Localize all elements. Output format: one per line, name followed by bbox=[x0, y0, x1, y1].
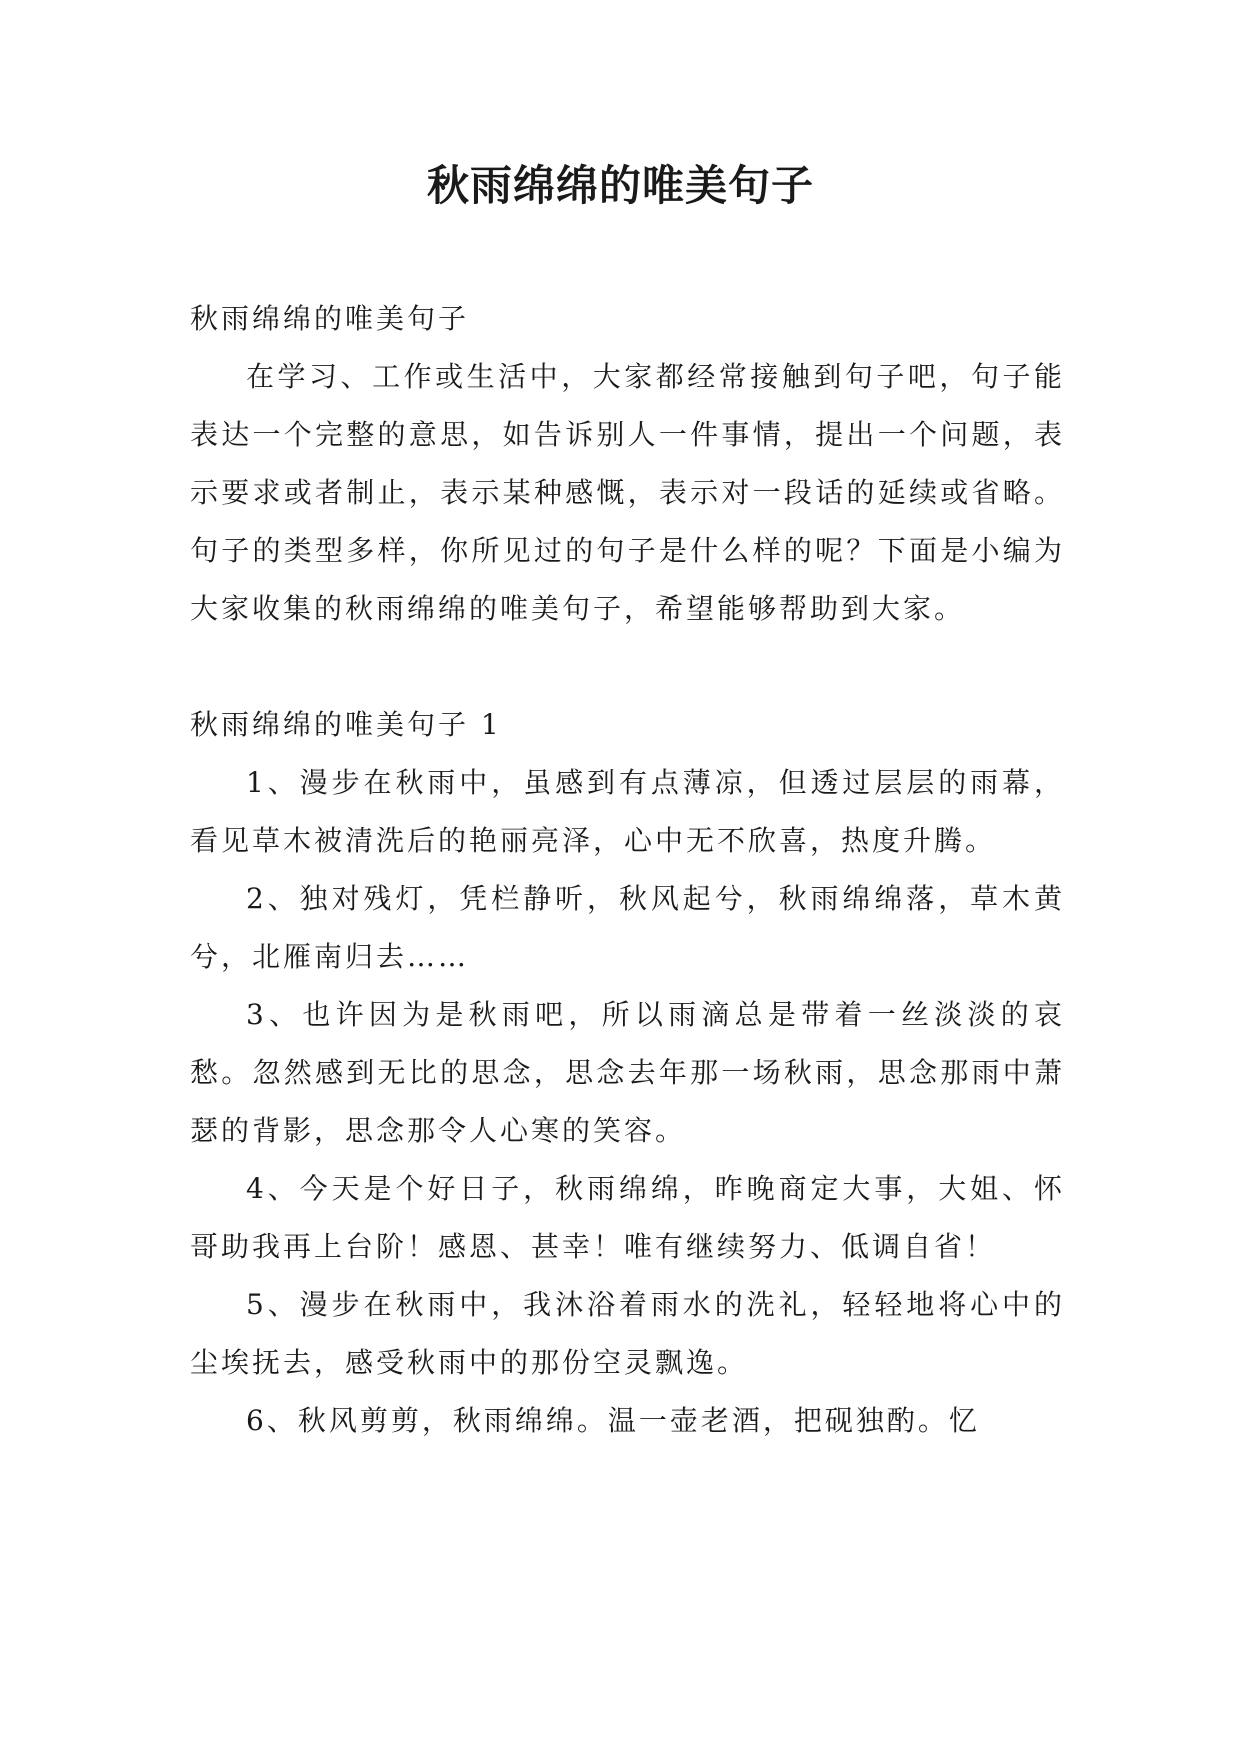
intro-paragraph: 在学习、工作或生活中，大家都经常接触到句子吧，句子能表达一个完整的意思，如告诉别人一件事情，提出一个问题，表示要求或者制止，表示某种感慨，表示对一段话的延续或省略。句子的类型多样，你所见过的句子是什么样的呢？下面是小编为大家收集的秋雨绵绵的唯美句子，希望能够帮助到大家。 bbox=[190, 360, 1065, 625]
document-title: 秋雨绵绵的唯美句子 bbox=[426, 161, 814, 210]
section-heading: 秋雨绵绵的唯美句子 1 bbox=[190, 708, 502, 741]
list-item: 1、漫步在秋雨中，虽感到有点薄凉，但透过层层的雨幕，看见草木被清洗后的艳丽亮泽，心中无不欣喜，热度升腾。 bbox=[190, 766, 1065, 857]
list-item: 6、秋风剪剪，秋雨绵绵。温一壶老酒，把砚独酌。忆 bbox=[246, 1404, 980, 1437]
document-body bbox=[190, 290, 1065, 1450]
list-item: 4、今天是个好日子，秋雨绵绵，昨晚商定大事，大姐、怀哥助我再上台阶！感恩、甚幸！唯有继续努力、低调自省！ bbox=[190, 1172, 1065, 1263]
section-spacer bbox=[190, 638, 1065, 696]
list-item: 5、漫步在秋雨中，我沐浴着雨水的洗礼，轻轻地将心中的尘埃抚去，感受秋雨中的那份空灵飘逸。 bbox=[190, 1288, 1065, 1379]
intro-heading: 秋雨绵绵的唯美句子 bbox=[190, 302, 470, 335]
list-item: 3、也许因为是秋雨吧，所以雨滴总是带着一丝淡淡的哀愁。忽然感到无比的思念，思念去年那一场秋雨，思念那雨中萧瑟的背影，思念那令人心寒的笑容。 bbox=[190, 998, 1065, 1147]
list-item: 2、独对残灯，凭栏静听，秋风起兮，秋雨绵绵落，草木黄兮，北雁南归去…… bbox=[190, 882, 1065, 973]
